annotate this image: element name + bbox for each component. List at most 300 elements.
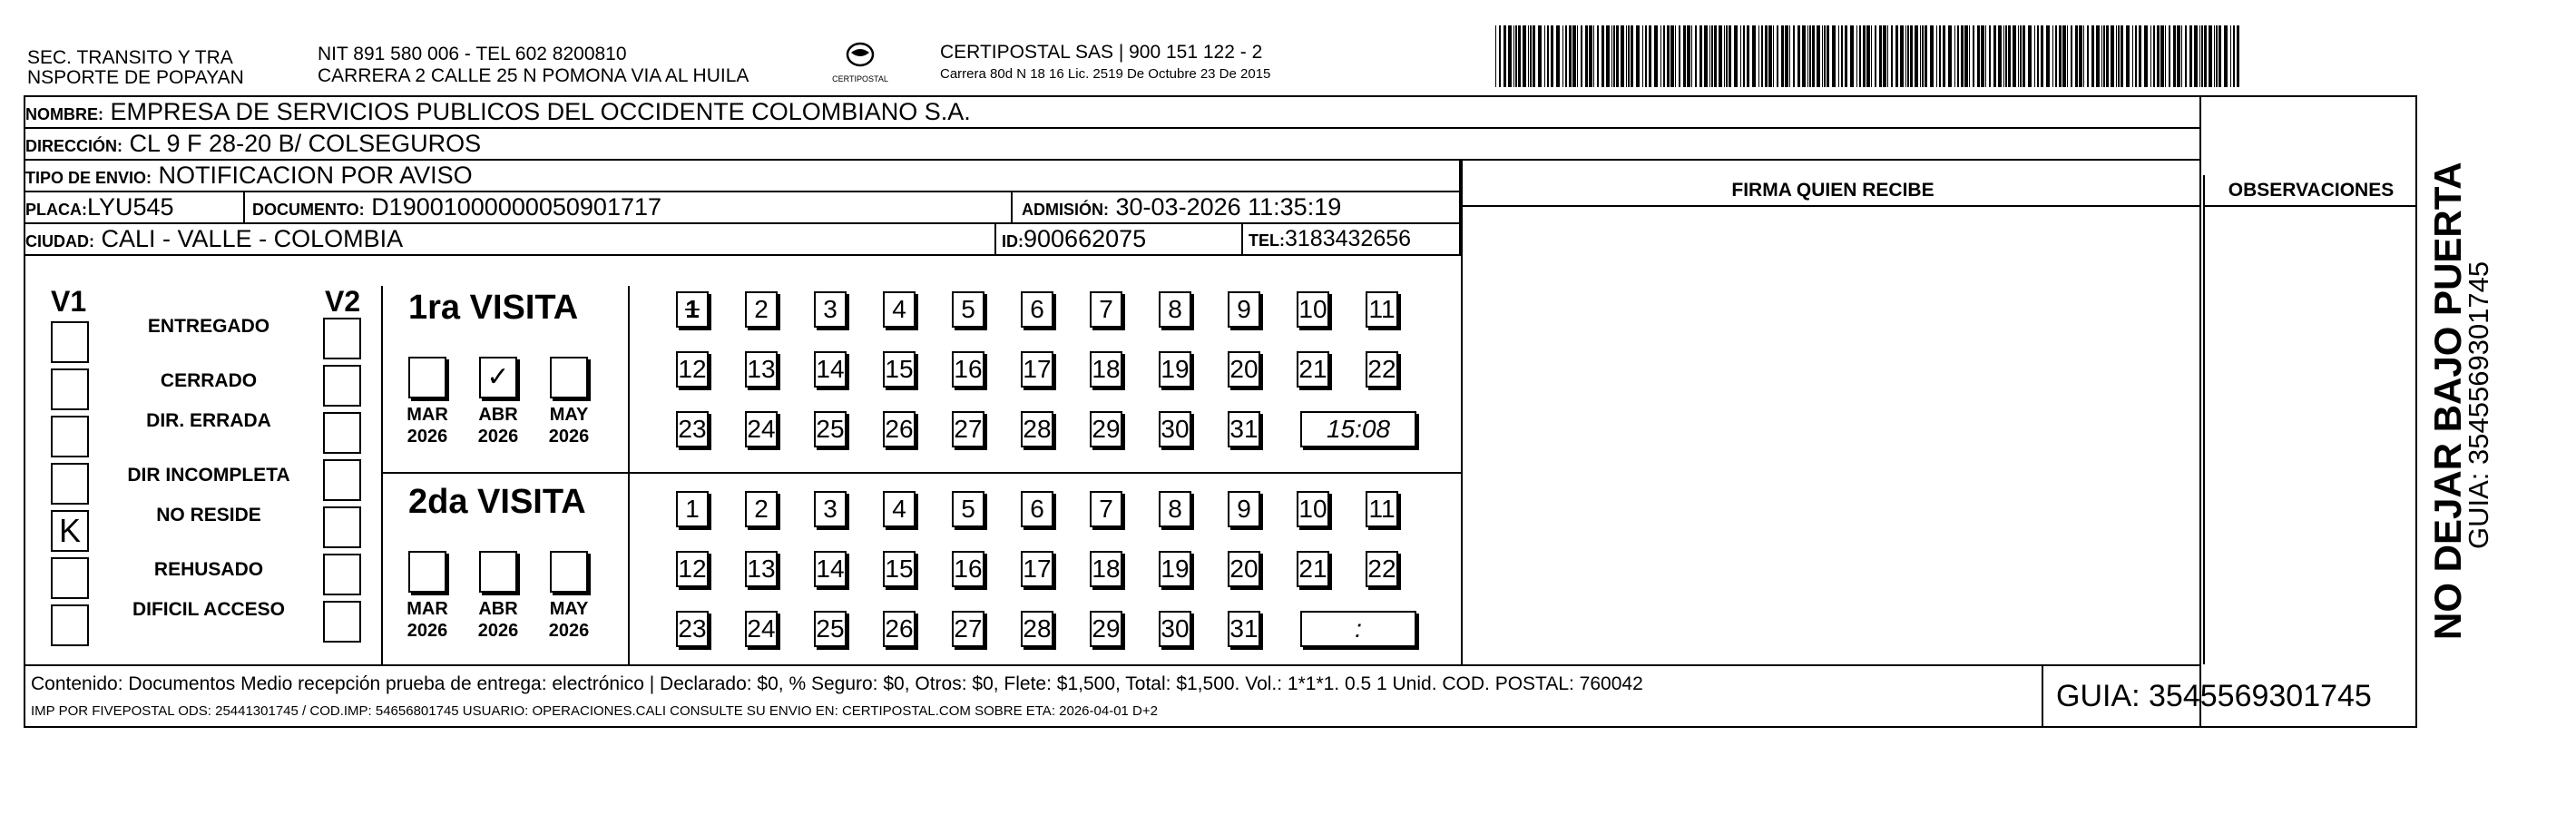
barcode-bar bbox=[1915, 25, 1918, 87]
barcode-bar bbox=[2067, 25, 2068, 87]
barcode-bar bbox=[2083, 25, 2084, 87]
barcode-bar bbox=[2046, 25, 2050, 87]
barcode-bar bbox=[2008, 25, 2011, 87]
barcode-bar bbox=[1785, 25, 1788, 87]
day-box-3[interactable]: 3 bbox=[814, 291, 847, 328]
sender-name-line2: NSPORTE DE POPAYAN bbox=[27, 67, 244, 88]
barcode-bar bbox=[1822, 25, 1823, 87]
barcode-bar bbox=[1875, 25, 1876, 87]
barcode-bar bbox=[2118, 25, 2120, 87]
barcode-bar bbox=[1631, 25, 1633, 87]
observaciones-header: OBSERVACIONES bbox=[2205, 175, 2417, 207]
barcode-bar bbox=[2075, 25, 2078, 87]
day-box-26[interactable]: 26 bbox=[883, 411, 916, 447]
barcode-bar bbox=[1645, 25, 1647, 87]
barcode-bar bbox=[2111, 25, 2114, 87]
barcode-bar bbox=[1670, 25, 1674, 87]
barcode-bar bbox=[1943, 25, 1945, 87]
month-label: MAR bbox=[406, 405, 448, 425]
day-box-2[interactable]: 2 bbox=[745, 491, 778, 527]
month-checkbox[interactable] bbox=[550, 551, 588, 593]
barcode-bar bbox=[1740, 25, 1741, 87]
barcode-bar bbox=[1812, 25, 1815, 87]
barcode-bar bbox=[1704, 25, 1708, 87]
time-field[interactable]: : bbox=[1300, 611, 1416, 647]
side-guia: GUIA: 3545569301745 bbox=[2463, 260, 2492, 549]
day-box-20[interactable]: 20 bbox=[1228, 551, 1260, 587]
status-label: NO RESIDE bbox=[156, 505, 261, 525]
barcode-bar bbox=[1761, 25, 1763, 87]
barcode-bar bbox=[1679, 25, 1680, 87]
day-box-23[interactable]: 23 bbox=[676, 411, 709, 447]
barcode-bar bbox=[1562, 25, 1563, 87]
day-box-9[interactable]: 9 bbox=[1228, 291, 1260, 328]
barcode-bar bbox=[1859, 25, 1861, 87]
barcode-bar bbox=[1513, 25, 1514, 87]
barcode-bar bbox=[1551, 25, 1553, 87]
barcode-bar bbox=[2028, 25, 2032, 87]
tipo-row bbox=[25, 161, 1461, 192]
barcode-bar bbox=[2132, 25, 2133, 87]
tel-cell bbox=[1241, 224, 1411, 254]
placa-value: LYU545 bbox=[87, 193, 174, 221]
day-box-30[interactable]: 30 bbox=[1159, 411, 1191, 447]
day-box-13[interactable]: 13 bbox=[745, 351, 778, 388]
barcode-bar bbox=[1601, 25, 1604, 87]
barcode-bar bbox=[1827, 25, 1829, 87]
placa-label: PLACA: bbox=[25, 201, 87, 219]
day-box-27[interactable]: 27 bbox=[952, 411, 984, 447]
v2-checkbox[interactable] bbox=[323, 412, 361, 454]
barcode-bar bbox=[1636, 25, 1640, 87]
day-box-12[interactable]: 12 bbox=[676, 551, 709, 587]
barcode-bar bbox=[1613, 25, 1615, 87]
day-box-11[interactable]: 11 bbox=[1366, 291, 1398, 328]
sender-nit: NIT 891 580 006 - TEL 602 8200810 bbox=[318, 44, 627, 64]
status-label: DIFICIL ACCESO bbox=[132, 599, 285, 620]
certipostal-logo bbox=[824, 36, 896, 86]
barcode-bar bbox=[1954, 25, 1955, 87]
barcode-bar bbox=[2173, 25, 2176, 87]
v2-checkbox[interactable] bbox=[323, 601, 361, 643]
barcode-bar bbox=[1752, 25, 1756, 87]
barcode-bar bbox=[2005, 25, 2007, 87]
barcode-bar bbox=[1939, 25, 1941, 87]
barcode-bar bbox=[1838, 25, 1839, 87]
v2-checkbox[interactable] bbox=[323, 554, 361, 595]
barcode-bar bbox=[2144, 25, 2148, 87]
barcode-bar bbox=[1957, 25, 1959, 87]
v2-checkbox[interactable] bbox=[323, 506, 361, 548]
firma-signature-area[interactable] bbox=[1463, 205, 2203, 664]
status-label: CERRADO bbox=[160, 370, 258, 391]
documento-value: D19001000000050901717 bbox=[371, 193, 662, 221]
day-box-16[interactable]: 16 bbox=[952, 351, 984, 388]
direccion-row bbox=[25, 129, 2199, 161]
day-box-17[interactable]: 17 bbox=[1021, 551, 1053, 587]
barcode-bar bbox=[1809, 25, 1811, 87]
documento-label: DOCUMENTO: bbox=[252, 201, 365, 219]
barcode-bar bbox=[2181, 25, 2182, 87]
barcode-bar bbox=[2041, 25, 2043, 87]
barcode-bar bbox=[1768, 25, 1772, 87]
visit-1-title: 1ra VISITA bbox=[408, 289, 579, 327]
barcode-bar bbox=[2201, 25, 2203, 87]
barcode-bar bbox=[2020, 25, 2022, 87]
sender-address: CARRERA 2 CALLE 25 N POMONA VIA AL HUILA bbox=[318, 65, 749, 86]
barcode-bar bbox=[2062, 25, 2066, 87]
barcode-bar bbox=[1597, 25, 1599, 87]
day-box-27[interactable]: 27 bbox=[952, 611, 984, 647]
day-box-22[interactable]: 22 bbox=[1366, 351, 1398, 388]
barcode-bar bbox=[1910, 25, 1913, 87]
barcode-bar bbox=[1714, 25, 1717, 87]
visit-separator bbox=[381, 472, 1461, 474]
barcode-bar bbox=[1905, 25, 1906, 87]
barcode-bar bbox=[1547, 25, 1549, 87]
direccion-label: DIRECCIÓN: bbox=[25, 137, 122, 155]
barcode-bar bbox=[1499, 25, 1501, 87]
barcode-bar bbox=[1523, 25, 1526, 87]
day-box-19[interactable]: 19 bbox=[1159, 551, 1191, 587]
day-box-15[interactable]: 15 bbox=[883, 351, 916, 388]
day-box-30[interactable]: 30 bbox=[1159, 611, 1191, 647]
placa-row bbox=[25, 192, 1461, 224]
day-box-15[interactable]: 15 bbox=[883, 551, 916, 587]
barcode-bar bbox=[2126, 25, 2130, 87]
day-box-28[interactable]: 28 bbox=[1021, 611, 1053, 647]
day-box-12[interactable]: 12 bbox=[676, 351, 709, 388]
barcode-bar bbox=[1675, 25, 1676, 87]
day-box-17[interactable]: 17 bbox=[1021, 351, 1053, 388]
day-box-3[interactable]: 3 bbox=[814, 491, 847, 527]
month-year: 2026 bbox=[477, 427, 519, 447]
day-box-16[interactable]: 16 bbox=[952, 551, 984, 587]
barcode-bar bbox=[1544, 25, 1545, 87]
day-box-13[interactable]: 13 bbox=[745, 551, 778, 587]
barcode-bar bbox=[1709, 25, 1710, 87]
v2-checkbox[interactable] bbox=[323, 318, 361, 359]
barcode-bar bbox=[1824, 25, 1826, 87]
barcode-bar bbox=[1922, 25, 1924, 87]
day-box-18[interactable]: 18 bbox=[1090, 351, 1122, 388]
day-box-18[interactable]: 18 bbox=[1090, 551, 1122, 587]
tipo-label: TIPO DE ENVIO: bbox=[25, 169, 152, 187]
barcode-bar bbox=[1802, 25, 1806, 87]
barcode-bar bbox=[1985, 25, 1986, 87]
barcode-bar bbox=[2230, 25, 2231, 87]
barcode-bar bbox=[1585, 25, 1588, 87]
day-box-29[interactable]: 29 bbox=[1090, 411, 1122, 447]
v2-checkbox[interactable] bbox=[323, 459, 361, 501]
nombre-row bbox=[25, 97, 2199, 129]
time-field[interactable]: 15:08 bbox=[1300, 411, 1416, 447]
barcode-bar bbox=[1581, 25, 1582, 87]
barcode-bar bbox=[1667, 25, 1670, 87]
barcode-bar bbox=[2165, 25, 2166, 87]
barcode-bar bbox=[1866, 25, 1870, 87]
day-box-1[interactable]: 1 bbox=[676, 291, 709, 328]
barcode-bar bbox=[1699, 25, 1702, 87]
barcode-bar bbox=[1719, 25, 1722, 87]
status-label: DIR. ERRADA bbox=[146, 410, 271, 431]
footer-divider bbox=[2042, 664, 2043, 728]
side-panel bbox=[2419, 95, 2492, 640]
day-box-10[interactable]: 10 bbox=[1297, 291, 1329, 328]
barcode-bar bbox=[2185, 25, 2187, 87]
day-box-8[interactable]: 8 bbox=[1159, 291, 1191, 328]
month-year: 2026 bbox=[548, 427, 590, 447]
barcode bbox=[1495, 25, 2239, 87]
v1-checkbox[interactable] bbox=[51, 463, 89, 505]
barcode-bar bbox=[1797, 25, 1800, 87]
barcode-bar bbox=[2177, 25, 2180, 87]
day-box-9[interactable]: 9 bbox=[1228, 491, 1260, 527]
barcode-bar bbox=[2023, 25, 2025, 87]
barcode-bar bbox=[1572, 25, 1576, 87]
month-checkbox[interactable] bbox=[408, 551, 446, 593]
barcode-bar bbox=[1503, 25, 1506, 87]
day-box-7[interactable]: 7 bbox=[1090, 291, 1122, 328]
id-value: 900662075 bbox=[1024, 225, 1147, 252]
id-cell bbox=[994, 224, 1146, 254]
barcode-bar bbox=[1687, 25, 1690, 87]
admision-cell bbox=[1011, 192, 1341, 222]
barcode-bar bbox=[2150, 25, 2151, 87]
v1-checkbox[interactable]: K bbox=[51, 510, 89, 552]
day-box-21[interactable]: 21 bbox=[1297, 551, 1329, 587]
barcode-bar bbox=[2157, 25, 2160, 87]
barcode-bar bbox=[1593, 25, 1594, 87]
day-box-14[interactable]: 14 bbox=[814, 551, 847, 587]
day-box-5[interactable]: 5 bbox=[952, 491, 984, 527]
status-label: REHUSADO bbox=[153, 559, 264, 580]
day-box-10[interactable]: 10 bbox=[1297, 491, 1329, 527]
month-label: MAR bbox=[406, 599, 448, 619]
nombre-label: NOMBRE: bbox=[25, 105, 103, 123]
day-box-11[interactable]: 11 bbox=[1366, 491, 1398, 527]
barcode-bar bbox=[1729, 25, 1731, 87]
barcode-bar bbox=[1891, 25, 1893, 87]
barcode-bar bbox=[2091, 25, 2094, 87]
barcode-bar bbox=[1515, 25, 1517, 87]
direccion-value: CL 9 F 28-20 B/ COLSEGUROS bbox=[129, 130, 482, 157]
day-box-2[interactable]: 2 bbox=[745, 291, 778, 328]
id-label: ID: bbox=[1002, 232, 1024, 250]
day-box-23[interactable]: 23 bbox=[676, 611, 709, 647]
barcode-bar bbox=[1538, 25, 1542, 87]
barcode-bar bbox=[1528, 25, 1529, 87]
barcode-bar bbox=[2059, 25, 2062, 87]
day-box-31[interactable]: 31 bbox=[1228, 411, 1260, 447]
v1-header: V1 bbox=[51, 285, 87, 318]
barcode-bar bbox=[1817, 25, 1820, 87]
day-box-6[interactable]: 6 bbox=[1021, 291, 1053, 328]
day-box-22[interactable]: 22 bbox=[1366, 551, 1398, 587]
barcode-bar bbox=[2237, 25, 2239, 87]
day-box-31[interactable]: 31 bbox=[1228, 611, 1260, 647]
barcode-bar bbox=[2037, 25, 2039, 87]
barcode-bar bbox=[1747, 25, 1749, 87]
barcode-bar bbox=[1626, 25, 1627, 87]
barcode-bar bbox=[2052, 25, 2053, 87]
ciudad-row bbox=[25, 224, 1461, 256]
barcode-bar bbox=[1569, 25, 1572, 87]
admision-value: 30-03-2026 11:35:19 bbox=[1115, 193, 1342, 221]
company-license: Carrera 80d N 18 16 Lic. 2519 De Octubre 23 De 2015 bbox=[940, 66, 1271, 82]
barcode-bar bbox=[1743, 25, 1745, 87]
barcode-bar bbox=[1649, 25, 1651, 87]
barcode-bar bbox=[1556, 25, 1560, 87]
nombre-value: EMPRESA DE SERVICIOS PUBLICOS DEL OCCIDENTE COLOMBIANO S.A. bbox=[110, 98, 971, 125]
day-box-21[interactable]: 21 bbox=[1297, 351, 1329, 388]
month-label: MAY bbox=[549, 405, 589, 425]
day-box-1[interactable]: 1 bbox=[676, 491, 709, 527]
day-box-14[interactable]: 14 bbox=[814, 351, 847, 388]
barcode-bar bbox=[1495, 25, 1496, 87]
barcode-bar bbox=[1973, 25, 1974, 87]
barcode-bar bbox=[2101, 25, 2102, 87]
day-box-5[interactable]: 5 bbox=[952, 291, 984, 328]
day-box-6[interactable]: 6 bbox=[1021, 491, 1053, 527]
day-box-8[interactable]: 8 bbox=[1159, 491, 1191, 527]
barcode-bar bbox=[2169, 25, 2170, 87]
barcode-bar bbox=[1773, 25, 1774, 87]
barcode-bar bbox=[2160, 25, 2164, 87]
footer-guia: GUIA: 3545569301745 bbox=[2056, 679, 2372, 713]
month-year: 2026 bbox=[477, 621, 519, 641]
month-checkbox[interactable] bbox=[550, 357, 588, 398]
barcode-bar bbox=[1789, 25, 1790, 87]
barcode-bar bbox=[1948, 25, 1952, 87]
day-box-7[interactable]: 7 bbox=[1090, 491, 1122, 527]
barcode-bar bbox=[1654, 25, 1658, 87]
v1-checkbox[interactable] bbox=[51, 604, 89, 646]
v1-checkbox[interactable] bbox=[51, 416, 89, 457]
day-box-26[interactable]: 26 bbox=[883, 611, 916, 647]
day-box-29[interactable]: 29 bbox=[1090, 611, 1122, 647]
barcode-bar bbox=[1711, 25, 1713, 87]
barcode-bar bbox=[2018, 25, 2019, 87]
barcode-bar bbox=[1628, 25, 1630, 87]
v1-checkbox[interactable] bbox=[51, 368, 89, 410]
barcode-bar bbox=[1734, 25, 1738, 87]
day-box-24[interactable]: 24 bbox=[745, 611, 778, 647]
barcode-bar bbox=[1793, 25, 1795, 87]
barcode-bar bbox=[1850, 25, 1854, 87]
documento-cell bbox=[243, 192, 661, 222]
month-checkbox[interactable]: ✓ bbox=[479, 357, 517, 398]
barcode-bar bbox=[2153, 25, 2155, 87]
barcode-bar bbox=[2003, 25, 2004, 87]
barcode-bar bbox=[1887, 25, 1888, 87]
barcode-bar bbox=[2116, 25, 2117, 87]
month-checkbox[interactable] bbox=[408, 357, 446, 398]
barcode-bar bbox=[1606, 25, 1610, 87]
visit-month-divider bbox=[628, 286, 630, 664]
barcode-bar bbox=[1530, 25, 1532, 87]
barcode-bar bbox=[1977, 25, 1980, 87]
day-box-24[interactable]: 24 bbox=[745, 411, 778, 447]
v2-checkbox[interactable] bbox=[323, 365, 361, 407]
barcode-bar bbox=[2199, 25, 2200, 87]
barcode-bar bbox=[2034, 25, 2035, 87]
status-label: DIR INCOMPLETA bbox=[127, 465, 290, 486]
barcode-bar bbox=[1616, 25, 1619, 87]
barcode-bar bbox=[1879, 25, 1882, 87]
barcode-bar bbox=[1871, 25, 1872, 87]
observaciones-column bbox=[2203, 175, 2417, 664]
day-box-25[interactable]: 25 bbox=[814, 611, 847, 647]
v1-checkbox[interactable] bbox=[51, 557, 89, 599]
barcode-bar bbox=[1518, 25, 1521, 87]
barcode-bar bbox=[1807, 25, 1808, 87]
day-box-19[interactable]: 19 bbox=[1159, 351, 1191, 388]
v1-checkbox[interactable] bbox=[51, 321, 89, 363]
sender-name-line1: SEC. TRANSITO Y TRA bbox=[27, 47, 233, 68]
barcode-bar bbox=[2209, 25, 2212, 87]
day-box-20[interactable]: 20 bbox=[1228, 351, 1260, 388]
month-checkbox[interactable] bbox=[479, 551, 517, 593]
month-label: MAY bbox=[549, 599, 589, 619]
barcode-bar bbox=[1565, 25, 1567, 87]
day-box-25[interactable]: 25 bbox=[814, 411, 847, 447]
barcode-bar bbox=[2096, 25, 2100, 87]
barcode-bar bbox=[1691, 25, 1692, 87]
barcode-bar bbox=[2013, 25, 2016, 87]
barcode-bar bbox=[1925, 25, 1927, 87]
barcode-bar bbox=[1577, 25, 1578, 87]
barcode-bar bbox=[2055, 25, 2057, 87]
status-label: ENTREGADO bbox=[147, 316, 270, 337]
barcode-bar bbox=[2071, 25, 2072, 87]
barcode-bar bbox=[1726, 25, 1728, 87]
day-box-4[interactable]: 4 bbox=[883, 491, 916, 527]
barcode-bar bbox=[2218, 25, 2221, 87]
month-year: 2026 bbox=[548, 621, 590, 641]
barcode-bar bbox=[1883, 25, 1886, 87]
day-box-28[interactable]: 28 bbox=[1021, 411, 1053, 447]
barcode-bar bbox=[1856, 25, 1857, 87]
month-year: 2026 bbox=[406, 621, 448, 641]
month-label: ABR bbox=[478, 405, 518, 425]
barcode-bar bbox=[1964, 25, 1968, 87]
firma-header: FIRMA QUIEN RECIBE bbox=[1731, 180, 1934, 201]
logo-text: CERTIPOSTAL bbox=[832, 74, 888, 83]
visit-2-title: 2da VISITA bbox=[408, 483, 586, 521]
v2-header: V2 bbox=[325, 285, 361, 318]
barcode-bar bbox=[2103, 25, 2105, 87]
ciudad-label: CIUDAD: bbox=[25, 232, 94, 250]
barcode-bar bbox=[1989, 25, 1991, 87]
day-box-4[interactable]: 4 bbox=[883, 291, 916, 328]
barcode-bar bbox=[1621, 25, 1624, 87]
barcode-bar bbox=[2087, 25, 2089, 87]
barcode-bar bbox=[1841, 25, 1843, 87]
barcode-bar bbox=[1611, 25, 1612, 87]
barcode-bar bbox=[2216, 25, 2218, 87]
no-dejar-notice: NO DEJAR BAJO PUERTA bbox=[2426, 162, 2469, 640]
barcode-bar bbox=[1936, 25, 1937, 87]
barcode-bar bbox=[1724, 25, 1725, 87]
barcode-bar bbox=[1832, 25, 1836, 87]
barcode-bar bbox=[2135, 25, 2137, 87]
footer-top-border bbox=[25, 664, 2199, 666]
barcode-bar bbox=[1895, 25, 1898, 87]
footer-contenido: Contenido: Documentos Medio recepción prueba de entrega: electrónico | Declarado: $0, % Seguro: $0, Otros: $0, Flete: $1,500, Total: $1,500. Vol.: 1*1*1. 0.5 1 Unid. COD. POSTAL: 760042 bbox=[31, 673, 1643, 694]
barcode-bar bbox=[1660, 25, 1661, 87]
visit-left-border bbox=[381, 286, 383, 664]
